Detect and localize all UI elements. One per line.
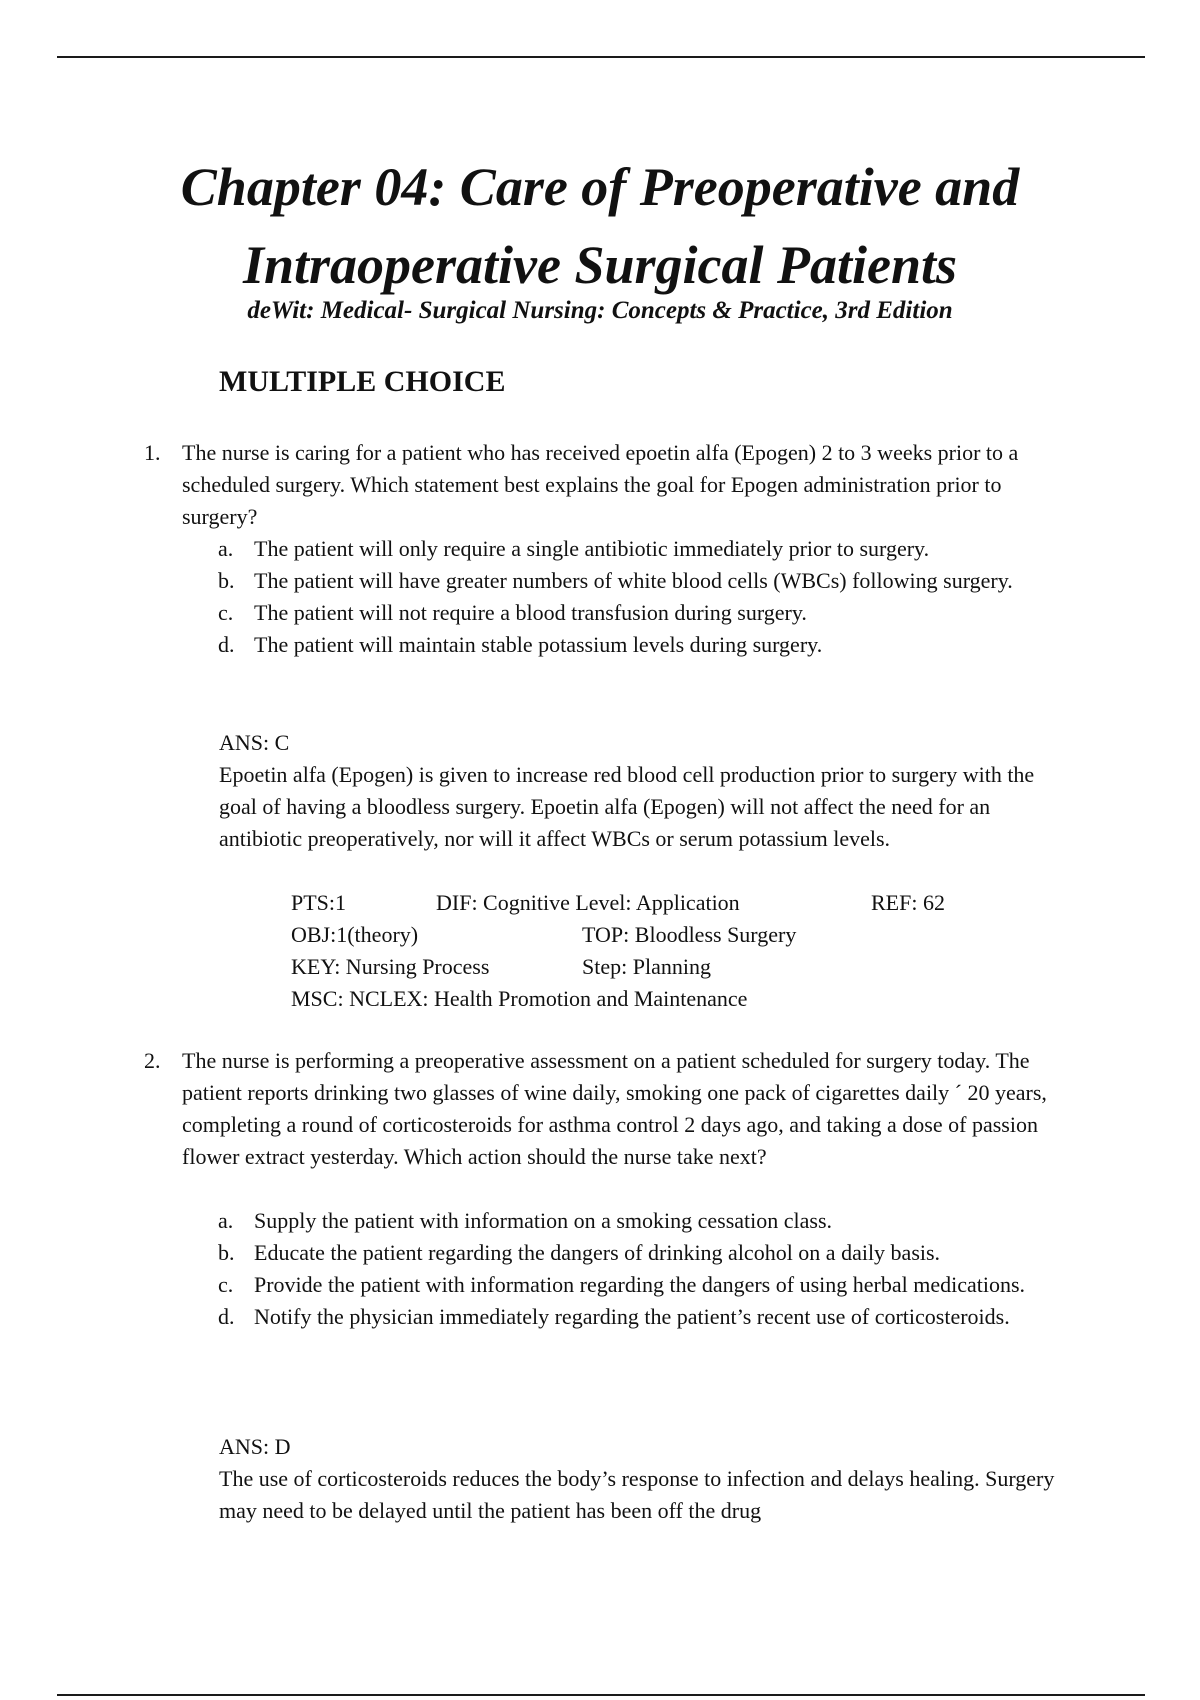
option-text: The patient will not require a blood transfusion during surgery. xyxy=(254,600,807,625)
meta-step: Step: Planning xyxy=(582,954,711,979)
meta-objective: OBJ:1(theory) xyxy=(291,922,419,947)
question-stem: The nurse is caring for a patient who has received epoetin alfa (Epogen) 2 to 3 weeks prior to a scheduled surgery. Which statement best explains the goal for Epogen administration prior to surgery? xyxy=(182,440,1019,529)
meta-difficulty: DIF: Cognitive Level: Application xyxy=(436,890,740,915)
book-subtitle: deWit: Medical- Surgical Nursing: Concepts & Practice, 3rd Edition xyxy=(247,297,953,324)
option-letter: d. xyxy=(218,1304,235,1329)
question-stem: The nurse is performing a preoperative assessment on a patient scheduled for surgery today. The patient reports drinking two glasses of wine daily, smoking one pack of cigarettes daily ´ 20 years, completing a round of corticosteroids for asthma control 2 days ago, and taking a dose of passion flower extract yesterday. Which action should the nurse take next? xyxy=(182,1048,1047,1169)
meta-msc: MSC: NCLEX: Health Promotion and Maintenance xyxy=(291,986,748,1011)
option-text: The patient will maintain stable potassium levels during surgery. xyxy=(254,632,823,657)
option-text: Notify the physician immediately regarding the patient’s recent use of corticosteroids. xyxy=(254,1304,1010,1329)
chapter-title xyxy=(0,148,1200,304)
option-b xyxy=(182,565,1042,597)
option-c xyxy=(182,597,1042,629)
answer-key: ANS: C xyxy=(219,730,290,755)
option-b xyxy=(182,1237,1042,1269)
section-heading: MULTIPLE CHOICE xyxy=(219,365,506,398)
chapter-title-line-1: Chapter 04: Care of Preoperative and xyxy=(180,157,1020,217)
top-rule xyxy=(57,56,1145,58)
meta-key: KEY: Nursing Process xyxy=(291,954,490,979)
question-number: 2. xyxy=(144,1048,161,1073)
meta-points: PTS:1 xyxy=(291,890,347,915)
option-letter: c. xyxy=(218,1272,234,1297)
answer-options xyxy=(182,1205,1042,1333)
option-d xyxy=(182,1301,1042,1333)
option-letter: a. xyxy=(218,536,234,561)
answer-rationale: The use of corticosteroids reduces the body’s response to infection and delays healing. Surgery may need to be delayed until the patient has been off the drug xyxy=(219,1466,1055,1523)
option-text: Educate the patient regarding the dangers of drinking alcohol on a daily basis. xyxy=(254,1240,941,1265)
answer-options xyxy=(182,533,1042,661)
option-text: The patient will have greater numbers of white blood cells (WBCs) following surgery. xyxy=(254,568,1013,593)
meta-topic: TOP: Bloodless Surgery xyxy=(582,922,797,947)
option-letter: b. xyxy=(218,568,235,593)
answer-key: ANS: D xyxy=(219,1434,291,1459)
option-d xyxy=(182,629,1042,661)
option-letter: b. xyxy=(218,1240,235,1265)
option-text: Supply the patient with information on a smoking cessation class. xyxy=(254,1208,833,1233)
chapter-title-line-2: Intraoperative Surgical Patients xyxy=(242,235,958,295)
option-c xyxy=(182,1269,1042,1301)
meta-reference: REF: 62 xyxy=(871,890,945,915)
question-number: 1. xyxy=(144,440,161,465)
option-letter: d. xyxy=(218,632,235,657)
option-a xyxy=(182,533,1042,565)
option-letter: c. xyxy=(218,600,234,625)
bottom-rule xyxy=(57,1694,1145,1696)
option-a xyxy=(182,1205,1042,1237)
option-letter: a. xyxy=(218,1208,234,1233)
option-text: Provide the patient with information regarding the dangers of using herbal medications. xyxy=(254,1272,1026,1297)
answer-rationale: Epoetin alfa (Epogen) is given to increase red blood cell production prior to surgery with the goal of having a bloodless surgery. Epoetin alfa (Epogen) will not affect the need for an antibiotic preoperatively, nor will it affect WBCs or serum potassium levels. xyxy=(219,762,1035,851)
option-text: The patient will only require a single antibiotic immediately prior to surgery. xyxy=(254,536,930,561)
